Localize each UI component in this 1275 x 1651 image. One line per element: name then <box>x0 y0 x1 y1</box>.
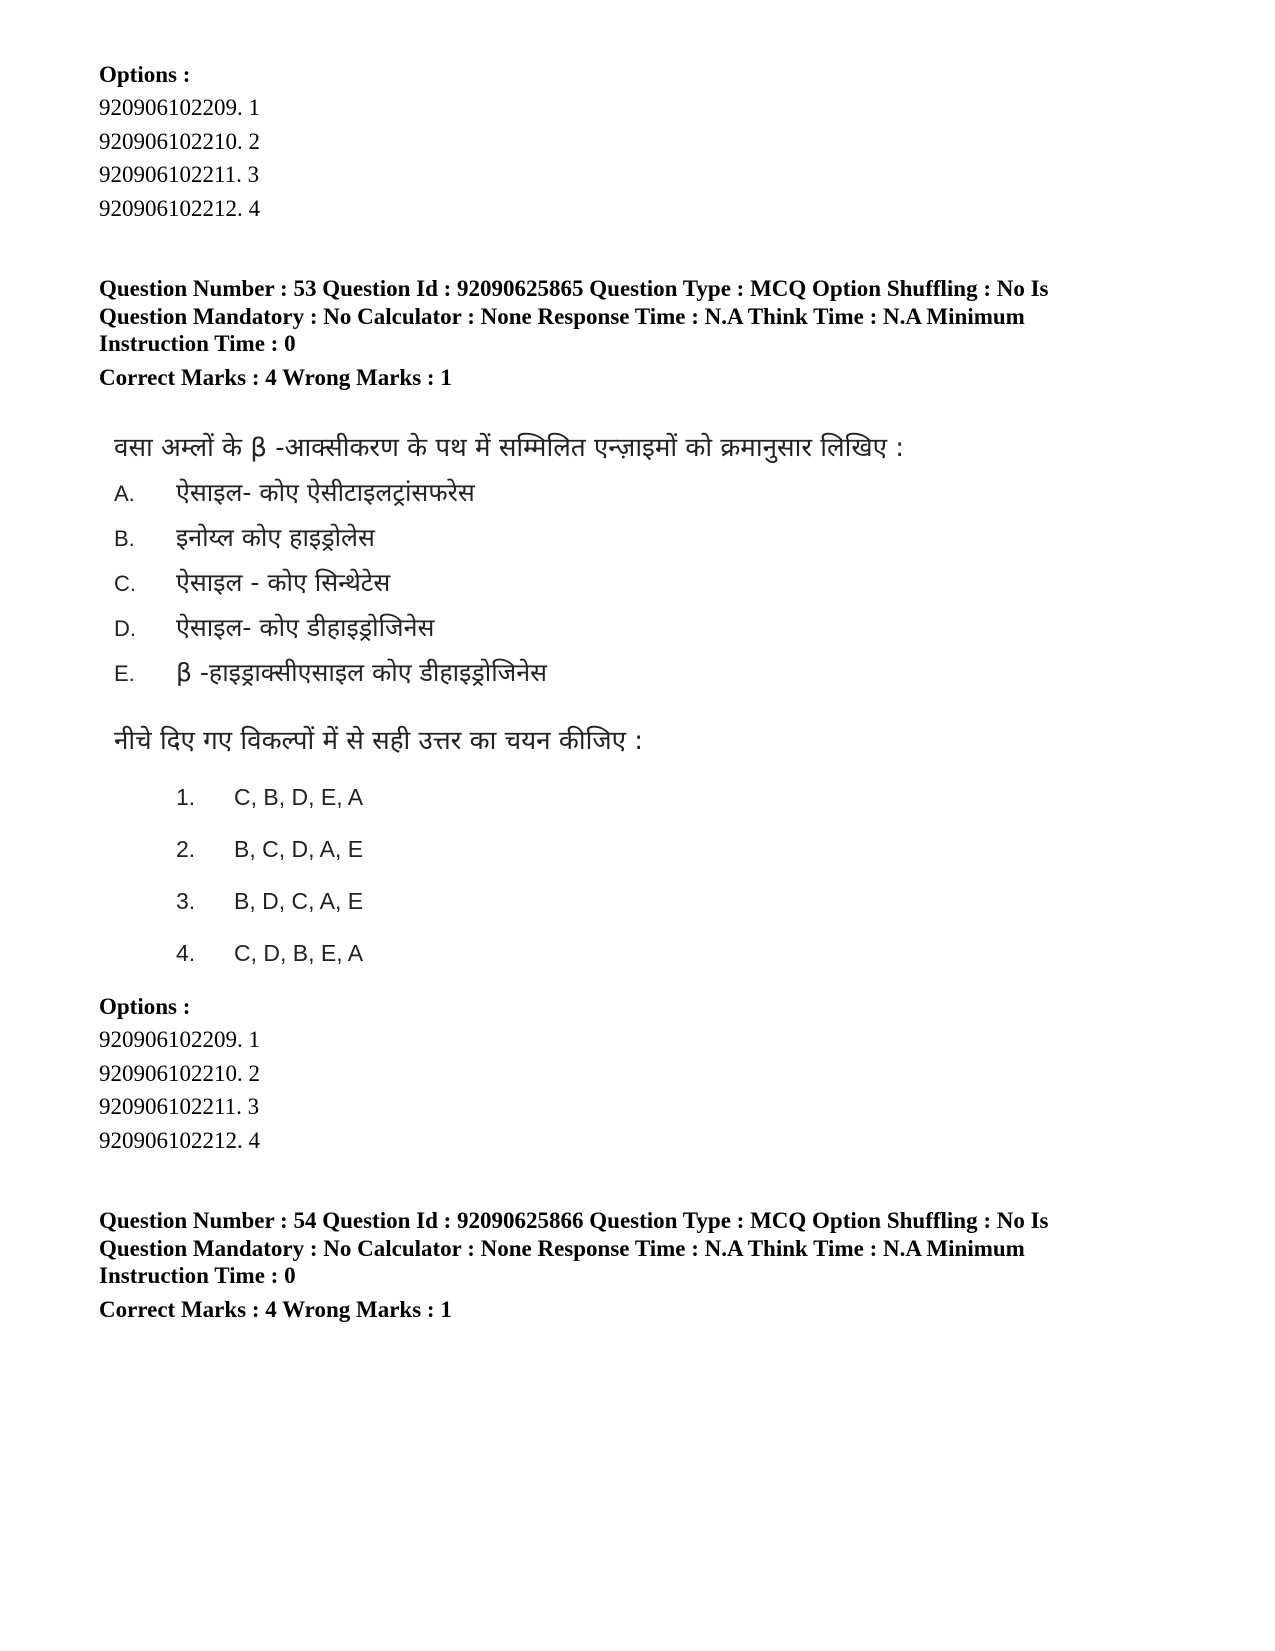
option-line: 920906102210. 2 <box>99 128 260 154</box>
question-stem: वसा अम्लों के β -आक्सीकरण के पथ में सम्मिलित एन्ज़ाइमों को क्रमानुसार लिखिए : <box>114 433 904 463</box>
statement-text: ऐसाइल - कोए सिन्थेटेस <box>176 568 391 597</box>
statement-text: ऐसाइल- कोए ऐसीटाइलट्रांसफरेस <box>176 478 475 507</box>
statement-d <box>114 611 434 646</box>
choice-text: C, B, D, E, A <box>234 784 364 810</box>
statement-e <box>114 656 547 691</box>
option-line: 920906102212. 4 <box>99 1127 260 1153</box>
choice-2 <box>176 834 363 864</box>
question-54-header <box>99 1207 1179 1325</box>
statement-b <box>114 521 375 556</box>
choice-4 <box>176 938 363 968</box>
option-line: 920906102211. 3 <box>99 162 260 187</box>
choice-text: C, D, B, E, A <box>234 940 364 966</box>
statement-label: C. <box>114 571 136 596</box>
statement-label: B. <box>114 526 135 551</box>
options-heading: Options : <box>99 62 191 87</box>
statement-text: इनोय्ल कोए हाइड्रोलेस <box>176 523 375 552</box>
choice-number: 4. <box>176 940 196 966</box>
question-meta-line: Question Number : 53 Question Id : 92090625865 Question Type : MCQ Option Shuffling : No Is <box>99 276 1049 301</box>
statement-text: β -हाइड्राक्सीएसाइल कोए डीहाइड्रोजिनेस <box>176 658 547 687</box>
choice-text: B, C, D, A, E <box>234 836 364 862</box>
question-meta-line: Instruction Time : 0 <box>99 331 296 356</box>
question-marks: Correct Marks : 4 Wrong Marks : 1 <box>99 364 452 390</box>
question-meta-line: Question Mandatory : No Calculator : None Response Time : N.A Think Time : N.A Minimum <box>99 303 1025 329</box>
choice-1 <box>176 782 363 812</box>
statement-c <box>114 566 390 601</box>
option-line: 920906102209. 1 <box>99 95 260 120</box>
statement-label: A. <box>114 481 135 506</box>
question-53-body <box>114 430 974 980</box>
statement-label: D. <box>114 616 136 641</box>
choice-number: 3. <box>176 888 196 914</box>
options-block-q53 <box>99 990 1179 1157</box>
statement-a <box>114 476 475 511</box>
option-line: 920906102212. 4 <box>99 195 260 221</box>
choice-text: B, D, C, A, E <box>234 888 364 914</box>
question-instruction: नीचे दिए गए विकल्पों में से सही उत्तर का चयन कीजिए : <box>114 726 644 756</box>
option-line: 920906102209. 1 <box>99 1027 260 1052</box>
question-53-header <box>99 275 1179 393</box>
choice-3 <box>176 886 363 916</box>
options-heading: Options : <box>99 994 191 1019</box>
statement-label: E. <box>114 661 135 686</box>
statement-text: ऐसाइल- कोए डीहाइड्रोजिनेस <box>176 613 435 642</box>
question-meta-line: Question Mandatory : No Calculator : None Response Time : N.A Think Time : N.A Minimum <box>99 1235 1025 1261</box>
options-block-top <box>99 58 1179 225</box>
choice-number: 1. <box>176 784 196 810</box>
question-meta-line: Question Number : 54 Question Id : 92090625866 Question Type : MCQ Option Shuffling : No Is <box>99 1208 1049 1233</box>
option-line: 920906102210. 2 <box>99 1060 260 1086</box>
option-line: 920906102211. 3 <box>99 1094 260 1119</box>
choice-number: 2. <box>176 836 196 862</box>
question-marks: Correct Marks : 4 Wrong Marks : 1 <box>99 1296 452 1322</box>
question-meta-line: Instruction Time : 0 <box>99 1263 296 1288</box>
